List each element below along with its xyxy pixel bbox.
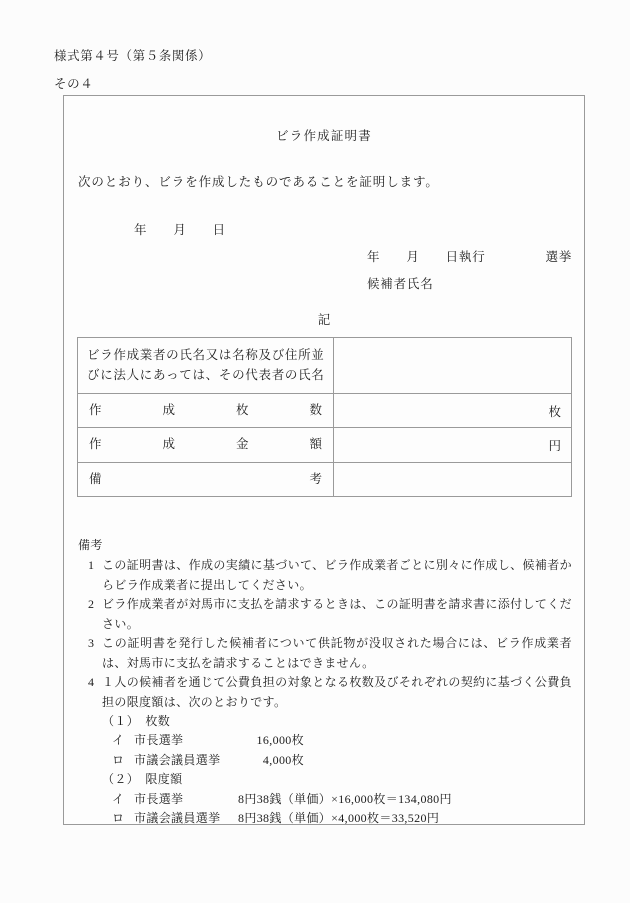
note-item bbox=[78, 673, 572, 712]
row-value-sheet-count[interactable] bbox=[334, 394, 572, 428]
label-char: 金 bbox=[235, 437, 249, 452]
label-char: 成 bbox=[162, 437, 175, 452]
label-char: 考 bbox=[309, 471, 322, 486]
row-value-remarks[interactable] bbox=[334, 462, 572, 496]
execution-day: 日執行 bbox=[445, 250, 486, 264]
label-char: 額 bbox=[309, 437, 322, 452]
form-sub-number-label: その４ bbox=[54, 77, 94, 91]
row-label-producer bbox=[78, 338, 334, 394]
sub-row-mark: ロ bbox=[112, 752, 125, 767]
notes-section bbox=[78, 536, 572, 829]
sub-row-mark: イ bbox=[112, 791, 125, 806]
sub-row-name: 市議会議員選挙 bbox=[134, 752, 221, 767]
record-mark: 記 bbox=[317, 313, 331, 327]
label-char: 作 bbox=[89, 403, 102, 417]
row-label-remarks bbox=[78, 462, 334, 496]
form-number-label: 様式第４号（第５条関係） bbox=[54, 49, 212, 63]
certificate-lead-sentence: 次のとおり、ビラを作成したものであることを証明します。 bbox=[78, 175, 439, 189]
row-value-amount[interactable] bbox=[334, 428, 572, 462]
row-label-remarks-chars bbox=[87, 470, 324, 489]
note-number: 4 bbox=[88, 675, 95, 690]
execution-year: 年 bbox=[367, 250, 381, 264]
sub-row-value: 8円38銭（単価）×16,000枚＝134,080円 bbox=[238, 791, 452, 806]
notes-title: 備考 bbox=[78, 538, 103, 552]
table-row bbox=[78, 394, 572, 428]
issue-date-line bbox=[134, 220, 226, 238]
execution-month: 月 bbox=[406, 250, 420, 264]
note-item bbox=[78, 556, 572, 595]
sub-section-head-limit: （２） 限度額 bbox=[102, 772, 183, 787]
sub-row-name: 市長選挙 bbox=[134, 791, 184, 806]
sub-section-row bbox=[78, 731, 572, 750]
issue-date-day: 日 bbox=[212, 223, 226, 237]
label-char: 枚 bbox=[235, 403, 249, 417]
label-char: 数 bbox=[309, 403, 322, 417]
sub-row-name: 市長選挙 bbox=[134, 733, 184, 748]
certificate-title: ビラ作成証明書 bbox=[276, 129, 372, 143]
election-label: 選挙 bbox=[545, 250, 573, 264]
row-value-producer[interactable] bbox=[334, 338, 572, 394]
election-execution-line bbox=[367, 247, 572, 265]
note-number: 3 bbox=[88, 636, 95, 651]
sub-row-mark: イ bbox=[112, 733, 125, 748]
table-row bbox=[78, 428, 572, 462]
certificate-frame bbox=[63, 95, 585, 825]
sheet-count-unit: 枚 bbox=[548, 404, 561, 419]
note-item bbox=[78, 634, 572, 673]
note-number: 2 bbox=[88, 597, 95, 612]
label-char: 備 bbox=[89, 471, 102, 486]
sub-section-row bbox=[78, 751, 572, 770]
sub-row-mark: ロ bbox=[112, 811, 125, 826]
sub-row-value: 8円38銭（単価）×4,000枚＝33,520円 bbox=[238, 811, 440, 826]
row-label-producer-text: ビラ作成業者の氏名又は名称及び住所並びに法人にあっては、その代表者の氏名 bbox=[87, 348, 324, 382]
table-row bbox=[78, 462, 572, 496]
sub-row-value: 16,000枚 bbox=[256, 733, 304, 748]
label-char: 作 bbox=[89, 437, 102, 452]
note-item bbox=[78, 595, 572, 634]
note-text: ビラ作成業者が対馬市に支払を請求するときは、この証明書を請求書に添付してください。 bbox=[102, 597, 572, 631]
row-label-amount-chars bbox=[87, 435, 324, 454]
note-text: この証明書を発行した候補者について供託物が没収された場合には、ビラ作成業者は、対馬市に支払を請求することはできません。 bbox=[102, 636, 572, 670]
note-text: １人の候補者を通じて公費負担の対象となる枚数及びそれぞれの契約に基づく公費負担の限度額は、次のとおりです。 bbox=[102, 675, 572, 709]
row-label-sheet-count bbox=[78, 394, 334, 428]
sub-section-row bbox=[78, 809, 572, 828]
sub-row-value: 4,000枚 bbox=[262, 752, 304, 767]
sub-section-row bbox=[78, 790, 572, 809]
sub-row-name: 市議会議員選挙 bbox=[134, 811, 221, 826]
certificate-table bbox=[77, 337, 572, 497]
amount-unit: 円 bbox=[548, 439, 561, 454]
candidate-name-label: 候補者氏名 bbox=[367, 277, 434, 291]
issue-date-month: 月 bbox=[173, 223, 187, 237]
label-char: 成 bbox=[162, 403, 175, 417]
row-label-sheet-count-chars bbox=[87, 401, 324, 420]
issue-date-year: 年 bbox=[134, 223, 148, 237]
sub-section-head-count: （１） 枚数 bbox=[102, 713, 171, 728]
row-label-amount bbox=[78, 428, 334, 462]
table-row bbox=[78, 338, 572, 394]
note-number: 1 bbox=[88, 558, 95, 573]
note-text: この証明書は、作成の実績に基づいて、ビラ作成業者ごとに別々に作成し、候補者からビラ作成業者に提出してください。 bbox=[102, 558, 572, 592]
